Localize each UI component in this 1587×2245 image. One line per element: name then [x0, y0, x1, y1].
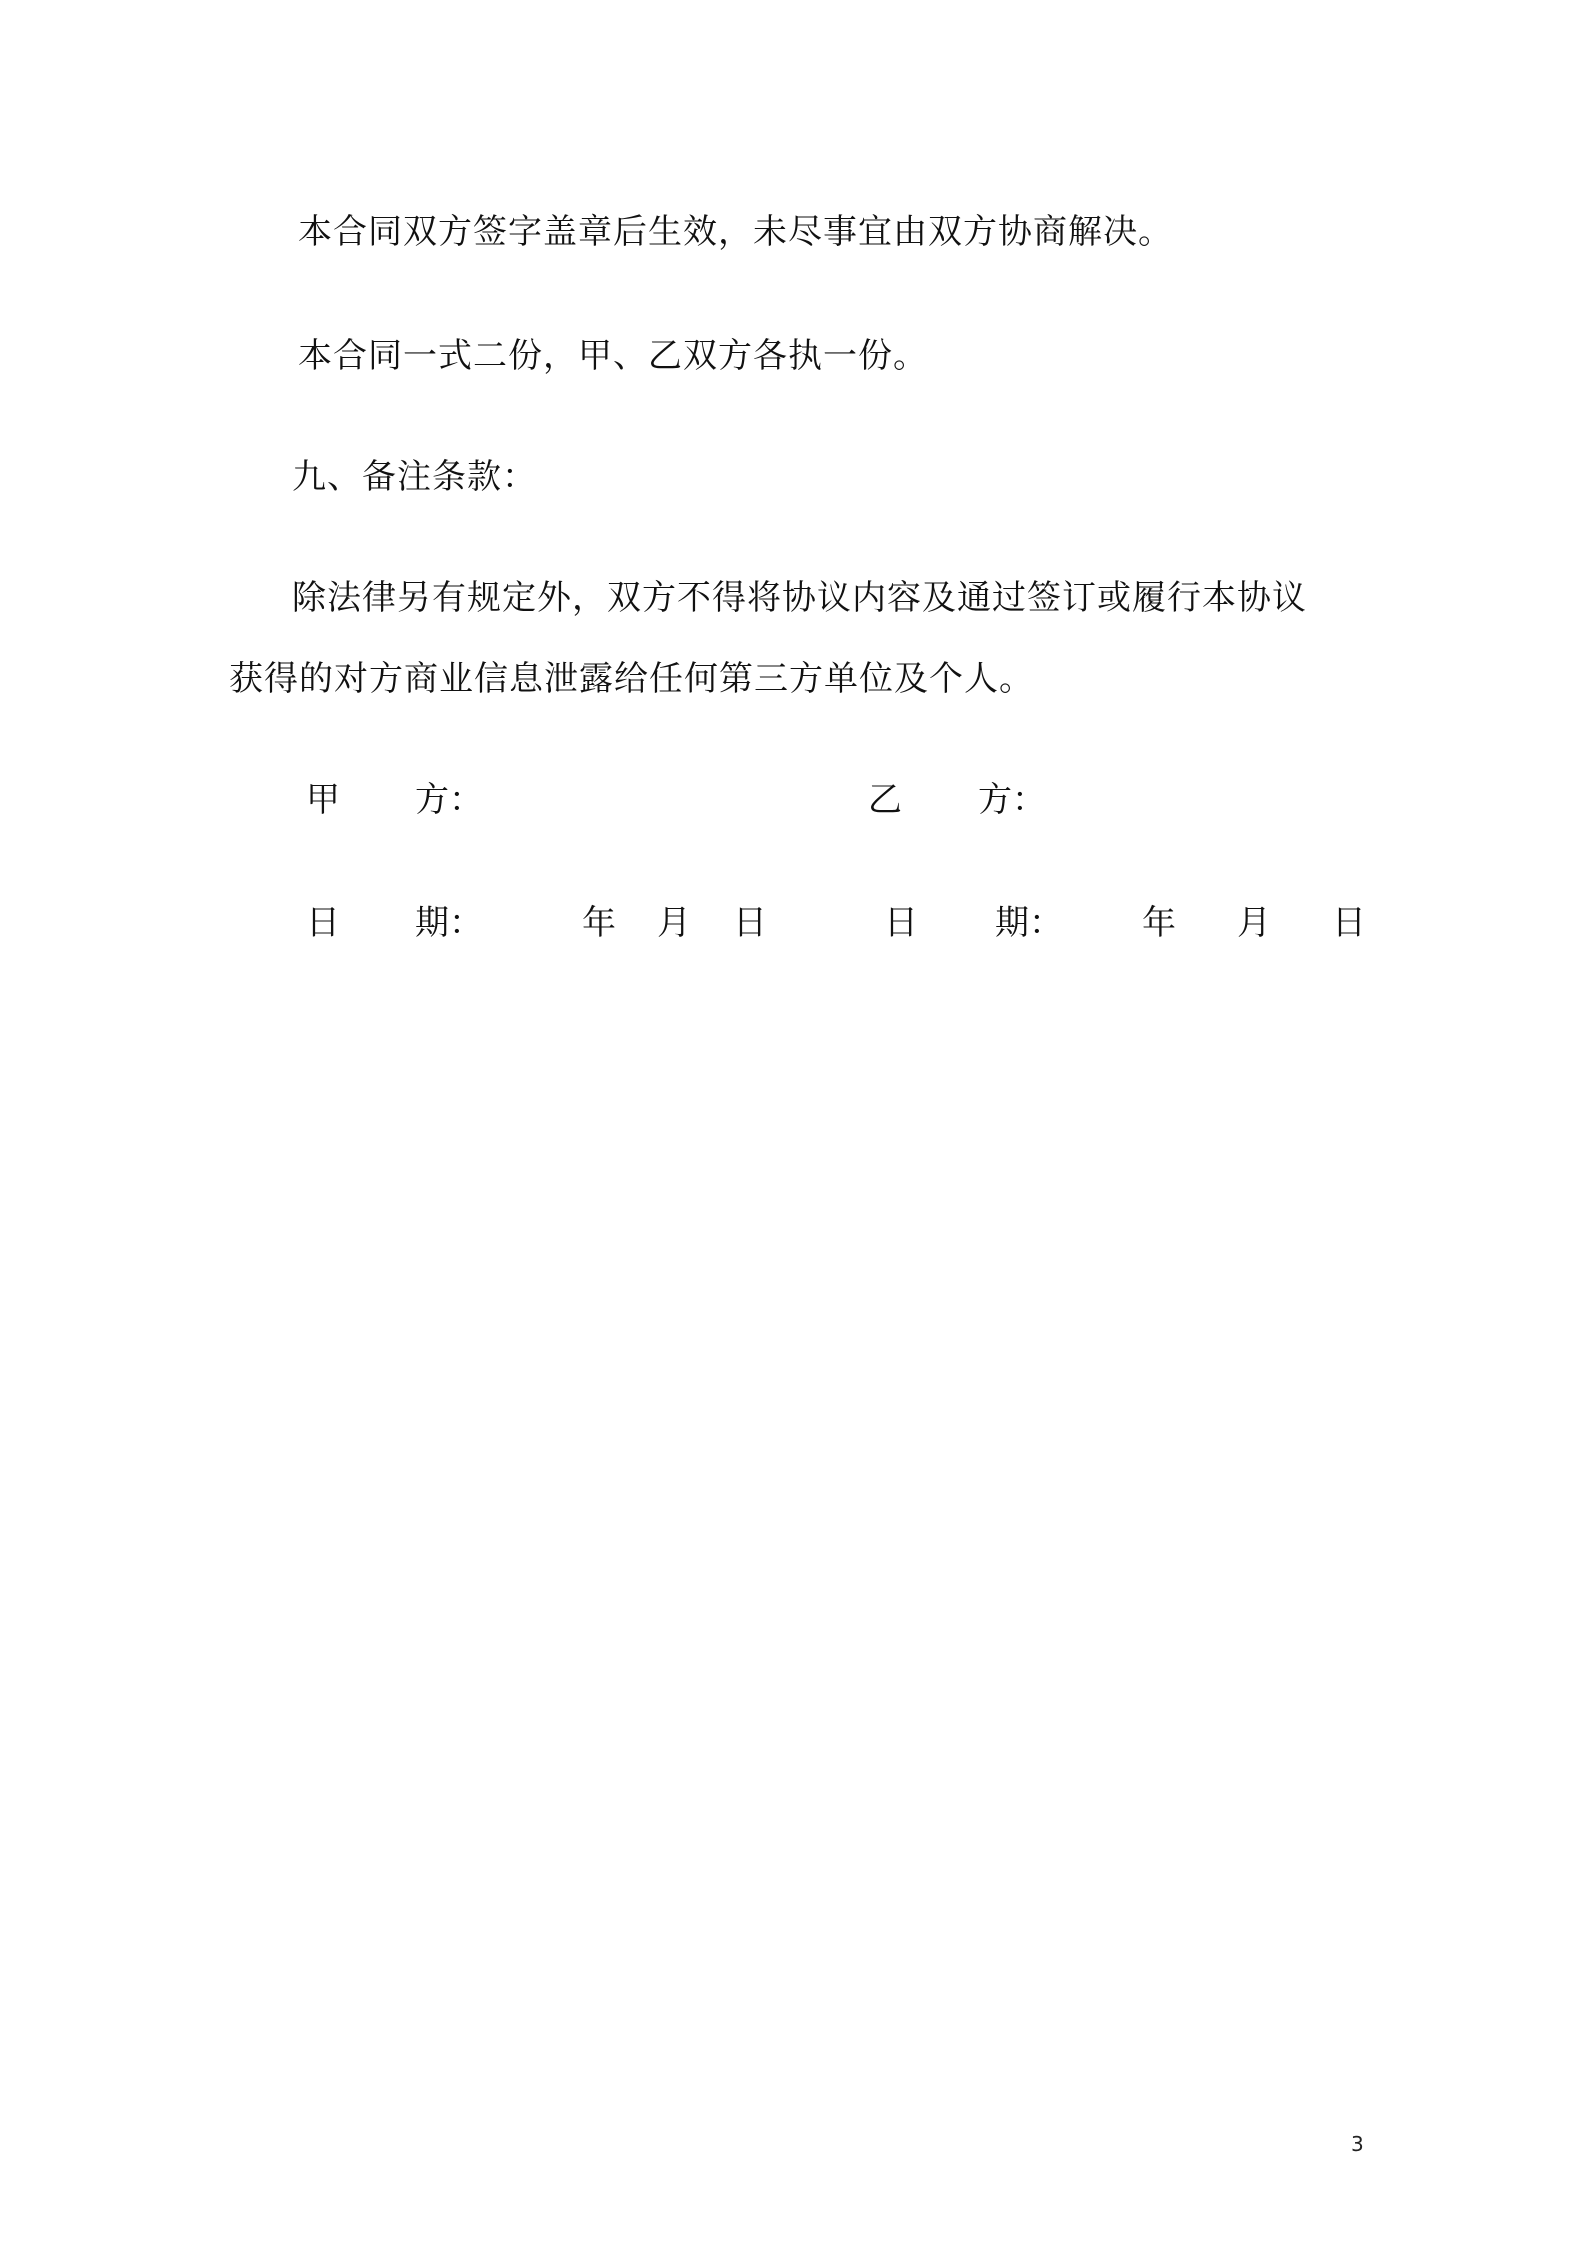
- party-a-date-char1: 日: [306, 903, 340, 943]
- party-b-month: 月: [1237, 903, 1271, 943]
- party-a-char1: 甲: [306, 780, 340, 820]
- confidentiality-line-2: 获得的对方商业信息泄露给任何第三方单位及个人。: [229, 659, 1034, 699]
- confidentiality-line-1: 除法律另有规定外，双方不得将协议内容及通过签订或履行本协议: [292, 578, 1307, 618]
- party-a-year: 年: [582, 903, 616, 943]
- party-b-date-char2: 期：: [995, 903, 1063, 943]
- clause-9-heading: 九、备注条款：: [292, 457, 537, 497]
- party-b-day: 日: [1332, 903, 1366, 943]
- party-a-char2: 方：: [415, 780, 483, 820]
- party-b-char1: 乙: [868, 780, 902, 820]
- party-a-month: 月: [657, 903, 691, 943]
- copies-paragraph: 本合同一式二份，甲、乙双方各执一份。: [298, 336, 928, 376]
- page-number: 3: [1351, 2132, 1364, 2156]
- party-a-date-char2: 期：: [415, 903, 483, 943]
- party-b-char2: 方：: [978, 780, 1046, 820]
- party-a-day: 日: [733, 903, 767, 943]
- effectiveness-paragraph: 本合同双方签字盖章后生效，未尽事宜由双方协商解决。: [298, 212, 1173, 252]
- party-b-date-char1: 日: [884, 903, 918, 943]
- party-b-year: 年: [1142, 903, 1176, 943]
